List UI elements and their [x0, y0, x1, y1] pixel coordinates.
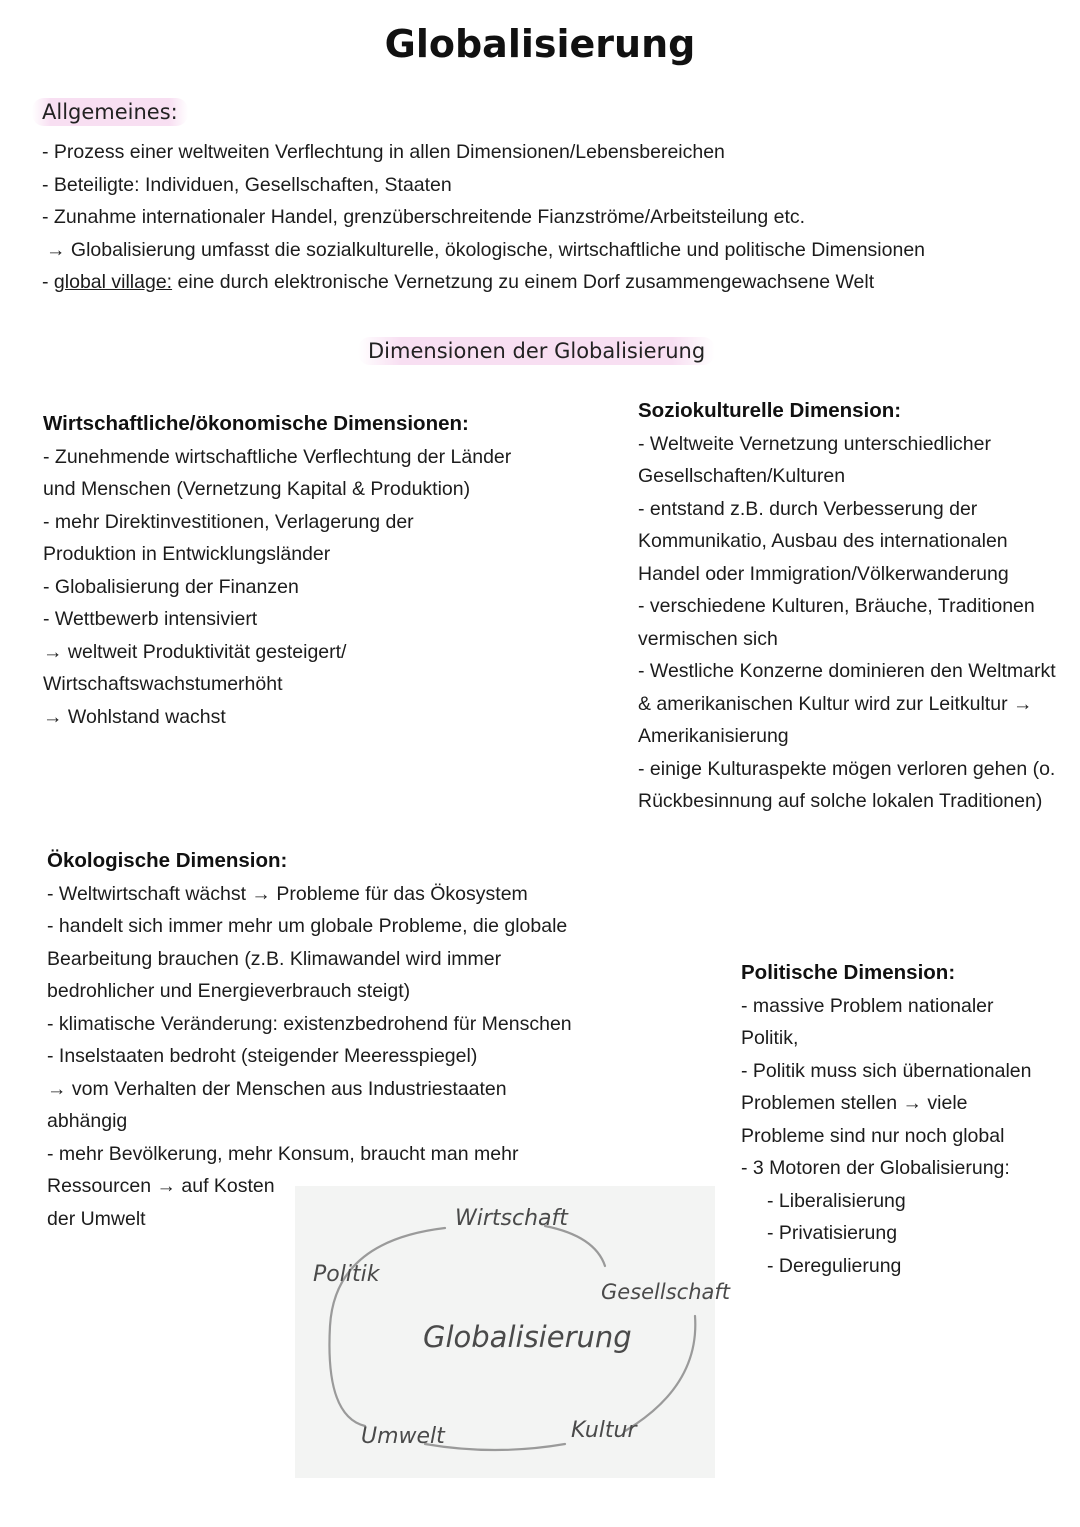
oeko-line: - mehr Bevölkerung, mehr Konsum, braucht man mehr	[47, 1142, 519, 1165]
global-village-text: eine durch elektronische Vernetzung zu einem Dorf zusammengewachsene Welt	[172, 271, 875, 293]
oeko-line: Bearbeitung brauchen (z.B. Klimawandel wird immer	[47, 947, 502, 970]
politik-line: Problemen stellen → viele	[741, 1092, 968, 1114]
sozio-line: vermischen sich	[638, 627, 778, 650]
wirtschaft-heading: Wirtschaftliche/ökonomische Dimensionen:	[43, 412, 469, 435]
sozio-line: - Weltweite Vernetzung unterschiedlicher	[638, 432, 991, 455]
sketch-label-politik: Politik	[313, 1262, 380, 1287]
global-village-line	[42, 266, 925, 299]
globalisierung-sketch	[295, 1186, 731, 1478]
wirtschaft-line: → Wohlstand wachst	[43, 705, 226, 728]
politik-line: Politik,	[741, 1027, 799, 1049]
allgemeines-line: → Globalisierung umfasst die sozialkulturelle, ökologische, wirtschaftliche und politische Dimensionen	[46, 238, 926, 261]
sketch-label-umwelt: Umwelt	[361, 1424, 445, 1449]
oeko-line: abhängig	[47, 1110, 128, 1132]
oeko-line: Ressourcen → auf Kosten	[47, 1175, 275, 1197]
sketch-label-kultur: Kultur	[571, 1418, 637, 1443]
wirtschaft-line: - Zunehmende wirtschaftliche Verflechtung der Länder	[43, 445, 512, 468]
politik-heading: Politische Dimension:	[741, 961, 956, 984]
sketch-label-gesellschaft: Gesellschaft	[601, 1280, 731, 1304]
oeko-heading: Ökologische Dimension:	[47, 849, 288, 872]
oeko-line: bedrohlicher und Energieverbrauch steigt)	[47, 980, 411, 1002]
allgemeines-section	[42, 136, 925, 299]
motor-item: - Privatisierung	[767, 1222, 898, 1244]
oeko-section	[47, 845, 572, 1235]
global-village-term: global village:	[53, 271, 173, 293]
motor-item: - Deregulierung	[767, 1254, 902, 1277]
allgemeines-line: - Zunahme internationaler Handel, grenzüberschreitende Fianzströme/Arbeitsteilung etc.	[42, 206, 806, 228]
motor-item: - Liberalisierung	[767, 1189, 906, 1212]
sozio-line: Amerikanisierung	[638, 725, 789, 747]
sozio-line: Handel oder Immigration/Völkerwanderung	[638, 562, 1009, 585]
politik-section	[741, 957, 1031, 1282]
sozio-section	[638, 395, 1056, 818]
wirtschaft-line: Wirtschaftswachstumerhöht	[43, 673, 283, 695]
dimensionen-heading: Dimensionen der Globalisierung	[358, 337, 715, 365]
wirtschaft-line: Produktion in Entwicklungsländer	[43, 543, 331, 565]
politik-line: Probleme sind nur noch global	[741, 1124, 1005, 1147]
sozio-line: - Westliche Konzerne dominieren den Weltmarkt	[638, 660, 1056, 682]
wirtschaft-line: → weltweit Produktivität gesteigert/	[43, 640, 347, 663]
sozio-line: Kommunikatio, Ausbau des internationalen	[638, 530, 1008, 552]
allgemeines-heading: Allgemeines:	[32, 98, 188, 126]
sozio-line: - entstand z.B. durch Verbesserung der	[638, 497, 978, 520]
sozio-heading: Soziokulturelle Dimension:	[638, 399, 902, 422]
sketch-label-center: Globalisierung	[423, 1320, 632, 1354]
politik-line: - massive Problem nationaler	[741, 994, 994, 1017]
allgemeines-line: - Beteiligte: Individuen, Gesellschaften, Staaten	[42, 173, 452, 196]
sozio-line: & amerikanischen Kultur wird zur Leitkultur →	[638, 692, 1033, 715]
sozio-line: Rückbesinnung auf solche lokalen Traditionen)	[638, 790, 1043, 812]
village-prefix: -	[42, 271, 54, 293]
wirtschaft-section	[43, 408, 511, 733]
wirtschaft-line: - Wettbewerb intensiviert	[43, 608, 258, 630]
wirtschaft-line: - mehr Direktinvestitionen, Verlagerung der	[43, 510, 414, 533]
wirtschaft-line: - Globalisierung der Finanzen	[43, 575, 299, 598]
oeko-line: - klimatische Veränderung: existenzbedrohend für Menschen	[47, 1012, 572, 1035]
oeko-line: - handelt sich immer mehr um globale Probleme, die globale	[47, 915, 568, 937]
oeko-line: → vom Verhalten der Menschen aus Industriestaaten	[47, 1077, 507, 1100]
sozio-line: - verschiedene Kulturen, Bräuche, Traditionen	[638, 595, 1035, 617]
allgemeines-line: - Prozess einer weltweiten Verflechtung in allen Dimensionen/Lebensbereichen	[42, 141, 725, 163]
page-title: Globalisierung	[384, 22, 696, 66]
sketch-label-wirtschaft: Wirtschaft	[455, 1206, 568, 1231]
wirtschaft-line: und Menschen (Vernetzung Kapital & Produktion)	[43, 478, 471, 500]
oeko-line: - Inselstaaten bedroht (steigender Meeresspiegel)	[47, 1045, 478, 1067]
oeko-line: - Weltwirtschaft wächst → Probleme für das Ökosystem	[47, 882, 528, 905]
oeko-line: der Umwelt	[47, 1207, 146, 1230]
sozio-line: - einige Kulturaspekte mögen verloren gehen (o.	[638, 757, 1056, 780]
sozio-line: Gesellschaften/Kulturen	[638, 465, 846, 487]
politik-line: - Politik muss sich übernationalen	[741, 1059, 1032, 1082]
politik-line: - 3 Motoren der Globalisierung:	[741, 1157, 1010, 1179]
